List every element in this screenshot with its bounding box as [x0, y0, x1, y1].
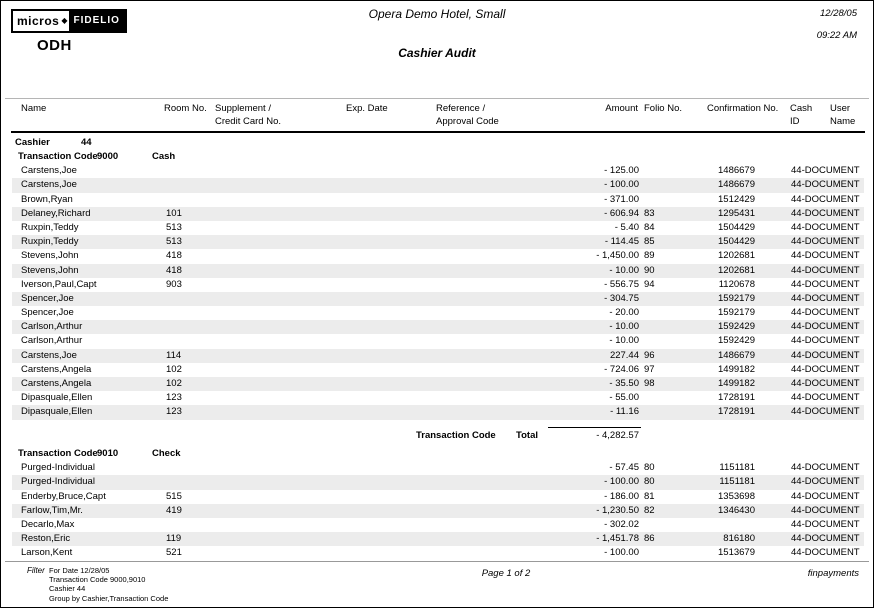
cell-room-no: [166, 461, 216, 475]
cell-user-name: 44-DOCUMENT: [791, 292, 860, 304]
cell-reference: [417, 391, 512, 405]
logo-micros-text: micros: [13, 11, 60, 31]
cell-room-no: 418: [166, 250, 182, 262]
cell-amount: - 10.00: [609, 321, 639, 333]
cell-reference: [417, 178, 512, 192]
cell-folio-no: [639, 178, 675, 192]
cell-folio-no: 89: [644, 250, 655, 262]
cell-confirmation-no: 1592429: [718, 321, 755, 333]
col-header-exp-date: Exp. Date: [346, 103, 388, 114]
cell-confirmation-no: 1295431: [718, 207, 755, 219]
cell-folio-no: 94: [644, 278, 655, 290]
cell-guest-name: Carstens,Joe: [21, 179, 77, 191]
cell-user-name: 44-DOCUMENT: [791, 378, 860, 389]
transaction-code-value: 9010: [97, 448, 119, 460]
cell-reference: [417, 405, 512, 419]
cell-supplement: [216, 377, 332, 391]
table-row: [12, 207, 864, 221]
cell-guest-name: Farlow,Tim,Mr.: [21, 504, 83, 516]
cell-room-no: 513: [166, 221, 182, 233]
filter-line: For Date 12/28/05: [49, 566, 110, 575]
cell-user-name: 44-DOCUMENT: [791, 278, 860, 290]
cell-reference: [417, 320, 512, 334]
transaction-code-header: [12, 150, 864, 164]
cell-exp-date: [332, 264, 417, 278]
cell-amount: - 186.00: [604, 490, 639, 502]
table-row: [12, 405, 864, 419]
table-row: [12, 363, 864, 377]
report-sections: [12, 150, 864, 561]
cell-reference: [417, 490, 512, 504]
cell-confirmation-no: 1486679: [718, 349, 755, 361]
cell-amount: - 304.75: [604, 292, 639, 304]
cell-reference: [417, 221, 512, 235]
cell-amount: - 1,230.50: [596, 504, 639, 516]
cell-reference: [417, 475, 512, 489]
cell-confirmation-no: 1592429: [718, 335, 755, 347]
cell-guest-name: Ruxpin,Teddy: [21, 221, 79, 233]
cell-amount: - 1,451.78: [596, 533, 639, 545]
cell-folio-no: [639, 334, 675, 348]
cell-supplement: [216, 532, 332, 546]
col-header-reference: Reference / Approval Code: [436, 103, 499, 127]
cell-exp-date: [332, 193, 417, 207]
cell-room-no: 114: [166, 349, 182, 361]
cell-amount: 227.44: [609, 349, 639, 361]
cell-folio-no: 85: [644, 236, 655, 248]
cell-room-no: [166, 164, 216, 178]
cell-exp-date: [332, 363, 417, 377]
cell-exp-date: [332, 532, 417, 546]
cell-user-name: 44-DOCUMENT: [791, 462, 860, 474]
cell-room-no: 119: [166, 533, 182, 545]
cell-folio-no: 96: [644, 349, 655, 361]
cell-reference: [417, 193, 512, 207]
cell-user-name: 44-DOCUMENT: [791, 207, 860, 219]
cell-folio-no: 80: [644, 462, 655, 474]
cell-guest-name: Brown,Ryan: [21, 193, 73, 205]
cell-room-no: 102: [166, 378, 182, 389]
cell-reference: [417, 292, 512, 306]
transaction-code-name: Cash: [152, 151, 176, 162]
table-row: [12, 377, 864, 391]
cell-guest-name: Dipasquale,Ellen: [21, 406, 93, 418]
table-row: [12, 518, 864, 532]
cell-confirmation-no: 1151181: [719, 476, 755, 488]
cell-amount: - 724.06: [604, 363, 639, 375]
cell-reference: [417, 235, 512, 249]
cashier-group-header: [1, 137, 873, 151]
cell-exp-date: [332, 475, 417, 489]
filter-line: Transaction Code 9000,9010: [49, 575, 146, 585]
transaction-code-label: Transaction Code: [18, 151, 98, 162]
cell-guest-name: Carlson,Arthur: [21, 321, 83, 333]
cell-reference: [417, 278, 512, 292]
cell-amount: - 35.50: [609, 378, 639, 389]
cell-guest-name: Ruxpin,Teddy: [21, 236, 79, 248]
property-code: ODH: [37, 37, 72, 54]
cell-amount: - 5.40: [614, 221, 639, 233]
col-header-confirmation: Confirmation No.: [707, 103, 779, 114]
cell-confirmation-no: 1202681: [718, 250, 755, 262]
cell-room-no: 515: [166, 490, 182, 502]
cell-folio-no: [639, 320, 675, 334]
cell-guest-name: Stevens,John: [21, 264, 79, 276]
cell-supplement: [216, 518, 332, 532]
table-row: [12, 546, 864, 560]
total-label: Transaction Code: [416, 430, 496, 442]
col-header-cash-id: Cash ID: [790, 103, 813, 127]
cell-confirmation-no: 1504429: [718, 236, 755, 248]
cell-exp-date: [332, 278, 417, 292]
cell-guest-name: Carstens,Joe: [21, 165, 77, 177]
cell-confirmation-no: 1202681: [718, 264, 755, 276]
filter-line: Cashier 44: [49, 584, 86, 594]
cell-user-name: 44-DOCUMENT: [791, 165, 860, 177]
cell-confirmation-no: 1486679: [718, 179, 755, 191]
cell-amount: - 114.45: [604, 236, 639, 248]
cell-exp-date: [332, 164, 417, 178]
cell-exp-date: [332, 461, 417, 475]
table-row: [12, 164, 864, 178]
cell-room-no: 102: [166, 363, 182, 375]
cell-exp-date: [332, 292, 417, 306]
cell-room-no: 419: [166, 504, 182, 516]
cell-exp-date: [332, 504, 417, 518]
cell-room-no: [166, 320, 216, 334]
cell-supplement: [216, 391, 332, 405]
cell-confirmation-no: 1120678: [718, 278, 755, 290]
cell-user-name: 44-DOCUMENT: [791, 321, 860, 333]
table-row: [12, 349, 864, 363]
col-header-amount: Amount: [605, 103, 638, 114]
cell-exp-date: [332, 391, 417, 405]
cell-supplement: [216, 334, 332, 348]
cell-amount: - 606.94: [604, 207, 639, 219]
cell-supplement: [216, 193, 332, 207]
cell-guest-name: Carstens,Angela: [21, 363, 92, 375]
col-header-room: Room No.: [164, 103, 207, 114]
cell-room-no: 513: [166, 236, 182, 248]
total-sublabel: Total: [516, 430, 538, 442]
cell-supplement: [216, 306, 332, 320]
table-row: [12, 292, 864, 306]
cell-exp-date: [332, 377, 417, 391]
cell-supplement: [216, 363, 332, 377]
cell-amount: - 556.75: [604, 278, 639, 290]
cell-amount: - 55.00: [609, 392, 639, 404]
report-id: finpayments: [807, 568, 859, 579]
cell-user-name: 44-DOCUMENT: [791, 547, 860, 559]
cell-exp-date: [332, 207, 417, 221]
cell-amount: - 100.00: [604, 547, 639, 559]
cell-folio-no: 86: [644, 533, 655, 545]
cell-confirmation-no: 1728191: [718, 406, 755, 418]
total-amount: - 4,282.57: [596, 430, 639, 442]
cell-confirmation-no: 1512429: [718, 193, 755, 205]
cell-guest-name: Dipasquale,Ellen: [21, 392, 93, 404]
cell-guest-name: Purged-Individual: [21, 462, 95, 474]
cell-room-no: 123: [166, 406, 182, 418]
cell-user-name: 44-DOCUMENT: [791, 193, 860, 205]
cell-confirmation-no: 1499182: [718, 378, 755, 389]
cell-confirmation-no: 1346430: [718, 504, 755, 516]
cell-guest-name: Larson,Kent: [21, 547, 73, 559]
table-row: [12, 320, 864, 334]
cell-guest-name: Enderby,Bruce,Capt: [21, 490, 106, 502]
cell-amount: - 11.16: [610, 406, 639, 418]
cell-supplement: [216, 235, 332, 249]
cell-exp-date: [332, 334, 417, 348]
cell-folio-no: [639, 292, 675, 306]
cell-reference: [417, 164, 512, 178]
cell-reference: [417, 532, 512, 546]
cell-user-name: 44-DOCUMENT: [791, 519, 860, 530]
cell-user-name: 44-DOCUMENT: [791, 221, 860, 233]
hotel-name: Opera Demo Hotel, Small: [368, 7, 506, 21]
cell-confirmation-no: [675, 518, 755, 532]
cell-reference: [417, 377, 512, 391]
footer-separator-line: [5, 561, 869, 562]
cell-folio-no: 81: [644, 490, 655, 502]
report-time: 09:22 AM: [816, 30, 857, 41]
cell-user-name: 44-DOCUMENT: [791, 392, 860, 404]
header-separator-line: [5, 98, 869, 99]
cell-user-name: 44-DOCUMENT: [791, 490, 860, 502]
table-row: [12, 235, 864, 249]
cell-user-name: 44-DOCUMENT: [791, 264, 860, 276]
col-header-name: Name: [21, 103, 47, 114]
cashier-number: 44: [81, 137, 92, 148]
cell-room-no: [166, 334, 216, 348]
cell-supplement: [216, 207, 332, 221]
cell-user-name: 44-DOCUMENT: [791, 236, 860, 248]
cell-supplement: [216, 461, 332, 475]
cell-supplement: [216, 475, 332, 489]
cell-supplement: [216, 349, 332, 363]
cell-amount: - 302.02: [604, 519, 639, 530]
cell-supplement: [216, 264, 332, 278]
cell-user-name: 44-DOCUMENT: [791, 250, 860, 262]
cell-guest-name: Reston,Eric: [21, 533, 71, 545]
cell-amount: - 1,450.00: [596, 250, 639, 262]
cell-room-no: 521: [166, 547, 182, 559]
cell-confirmation-no: 1513679: [718, 547, 755, 559]
cell-guest-name: Carlson,Arthur: [21, 335, 83, 347]
cell-reference: [417, 249, 512, 263]
cell-confirmation-no: 1504429: [718, 221, 755, 233]
report-date: 12/28/05: [820, 8, 857, 19]
cell-room-no: [166, 518, 216, 532]
table-row: [12, 532, 864, 546]
cell-exp-date: [332, 405, 417, 419]
page-number: Page 1 of 2: [481, 568, 531, 579]
cell-supplement: [216, 546, 332, 560]
table-row: [12, 178, 864, 192]
cell-folio-no: [639, 518, 675, 532]
cell-folio-no: [639, 164, 675, 178]
transaction-code-name: Check: [152, 448, 181, 460]
table-row: [12, 249, 864, 263]
cell-reference: [417, 264, 512, 278]
cell-folio-no: 83: [644, 207, 655, 219]
table-row: [12, 334, 864, 348]
cell-confirmation-no: 1486679: [718, 165, 755, 177]
cell-exp-date: [332, 221, 417, 235]
cell-folio-no: [639, 405, 675, 419]
cell-supplement: [216, 405, 332, 419]
diamond-icon: ◆: [60, 11, 68, 31]
cell-folio-no: [639, 391, 675, 405]
cell-user-name: 44-DOCUMENT: [791, 476, 860, 488]
cell-supplement: [216, 292, 332, 306]
cell-room-no: 101: [166, 207, 182, 219]
cell-reference: [417, 504, 512, 518]
cell-user-name: 44-DOCUMENT: [791, 349, 860, 361]
cell-exp-date: [332, 349, 417, 363]
cell-folio-no: 90: [644, 264, 655, 276]
cell-exp-date: [332, 235, 417, 249]
cell-guest-name: Decarlo,Max: [21, 519, 75, 530]
table-row: [12, 490, 864, 504]
cell-exp-date: [332, 518, 417, 532]
cell-supplement: [216, 178, 332, 192]
total-overline: [548, 427, 641, 428]
cell-folio-no: 98: [644, 378, 655, 389]
cell-supplement: [216, 278, 332, 292]
cell-folio-no: [639, 193, 675, 207]
cell-guest-name: Spencer,Joe: [21, 307, 74, 319]
logo-fidelio-text: FIDELIO: [69, 11, 125, 31]
table-row: [12, 221, 864, 235]
cell-folio-no: 84: [644, 221, 655, 233]
column-header-rule: [11, 131, 865, 133]
cell-supplement: [216, 320, 332, 334]
report-title: Cashier Audit: [398, 46, 476, 60]
cell-supplement: [216, 164, 332, 178]
transaction-code-label: Transaction Code: [18, 448, 98, 460]
cell-confirmation-no: 1592179: [718, 292, 755, 304]
cell-confirmation-no: 816180: [723, 533, 755, 545]
cell-reference: [417, 207, 512, 221]
cell-supplement: [216, 249, 332, 263]
cell-room-no: 418: [166, 264, 182, 276]
table-row: [12, 264, 864, 278]
cell-user-name: 44-DOCUMENT: [791, 406, 860, 418]
cell-amount: - 57.45: [609, 462, 639, 474]
cell-folio-no: 82: [644, 504, 655, 516]
cell-user-name: 44-DOCUMENT: [791, 504, 860, 516]
col-header-user-name: User Name: [830, 103, 856, 127]
cell-amount: - 20.00: [609, 307, 639, 319]
cell-supplement: [216, 490, 332, 504]
cell-room-no: [166, 178, 216, 192]
table-row: [12, 306, 864, 320]
cell-room-no: [166, 193, 216, 207]
cell-reference: [417, 518, 512, 532]
cashier-label: Cashier: [15, 137, 50, 148]
cell-exp-date: [332, 490, 417, 504]
col-header-supplement: Supplement / Credit Card No.: [215, 103, 281, 127]
cell-exp-date: [332, 249, 417, 263]
cell-user-name: 44-DOCUMENT: [791, 307, 860, 319]
transaction-code-total-row: [12, 429, 864, 443]
cell-supplement: [216, 221, 332, 235]
cell-reference: [417, 461, 512, 475]
cell-amount: - 371.00: [604, 193, 639, 205]
cell-room-no: [166, 306, 216, 320]
cell-exp-date: [332, 320, 417, 334]
cell-room-no: 123: [166, 392, 182, 404]
cell-reference: [417, 306, 512, 320]
cell-user-name: 44-DOCUMENT: [791, 335, 860, 347]
cell-room-no: 903: [166, 278, 182, 290]
cell-confirmation-no: 1151181: [719, 462, 755, 474]
table-row: [12, 504, 864, 518]
cell-guest-name: Delaney,Richard: [21, 207, 91, 219]
cell-folio-no: [639, 546, 675, 560]
filter-lines: [49, 566, 168, 603]
cell-reference: [417, 546, 512, 560]
cell-exp-date: [332, 178, 417, 192]
table-row: [12, 278, 864, 292]
filter-label: Filter: [27, 566, 45, 575]
cell-confirmation-no: 1353698: [718, 490, 755, 502]
cell-amount: - 100.00: [604, 179, 639, 191]
cell-room-no: [166, 292, 216, 306]
cell-exp-date: [332, 546, 417, 560]
table-row: [12, 475, 864, 489]
cell-guest-name: Spencer,Joe: [21, 292, 74, 304]
cell-confirmation-no: 1728191: [718, 392, 755, 404]
cell-confirmation-no: 1592179: [718, 307, 755, 319]
transaction-code-header: [12, 447, 864, 461]
cell-reference: [417, 349, 512, 363]
cell-amount: - 10.00: [609, 264, 639, 276]
cell-user-name: 44-DOCUMENT: [791, 533, 860, 545]
cell-amount: - 10.00: [609, 335, 639, 347]
cell-folio-no: [639, 306, 675, 320]
cell-folio-no: 80: [644, 476, 655, 488]
cell-guest-name: Stevens,John: [21, 250, 79, 262]
cell-room-no: [166, 475, 216, 489]
cell-amount: - 100.00: [604, 476, 639, 488]
transaction-code-value: 9000: [97, 151, 119, 162]
table-row: [12, 461, 864, 475]
cell-reference: [417, 363, 512, 377]
cell-guest-name: Carstens,Joe: [21, 349, 77, 361]
cell-user-name: 44-DOCUMENT: [791, 179, 860, 191]
cell-confirmation-no: 1499182: [718, 363, 755, 375]
cell-guest-name: Iverson,Paul,Capt: [21, 278, 97, 290]
cell-amount: - 125.00: [604, 165, 639, 177]
cell-guest-name: Purged-Individual: [21, 476, 95, 488]
cell-guest-name: Carstens,Angela: [21, 378, 92, 389]
cell-exp-date: [332, 306, 417, 320]
filter-line: Group by Cashier,Transaction Code: [49, 593, 169, 603]
table-row: [12, 193, 864, 207]
cell-folio-no: 97: [644, 363, 655, 375]
cell-reference: [417, 334, 512, 348]
cell-supplement: [216, 504, 332, 518]
col-header-folio: Folio No.: [644, 103, 683, 114]
table-row: [12, 391, 864, 405]
cell-user-name: 44-DOCUMENT: [791, 363, 860, 375]
